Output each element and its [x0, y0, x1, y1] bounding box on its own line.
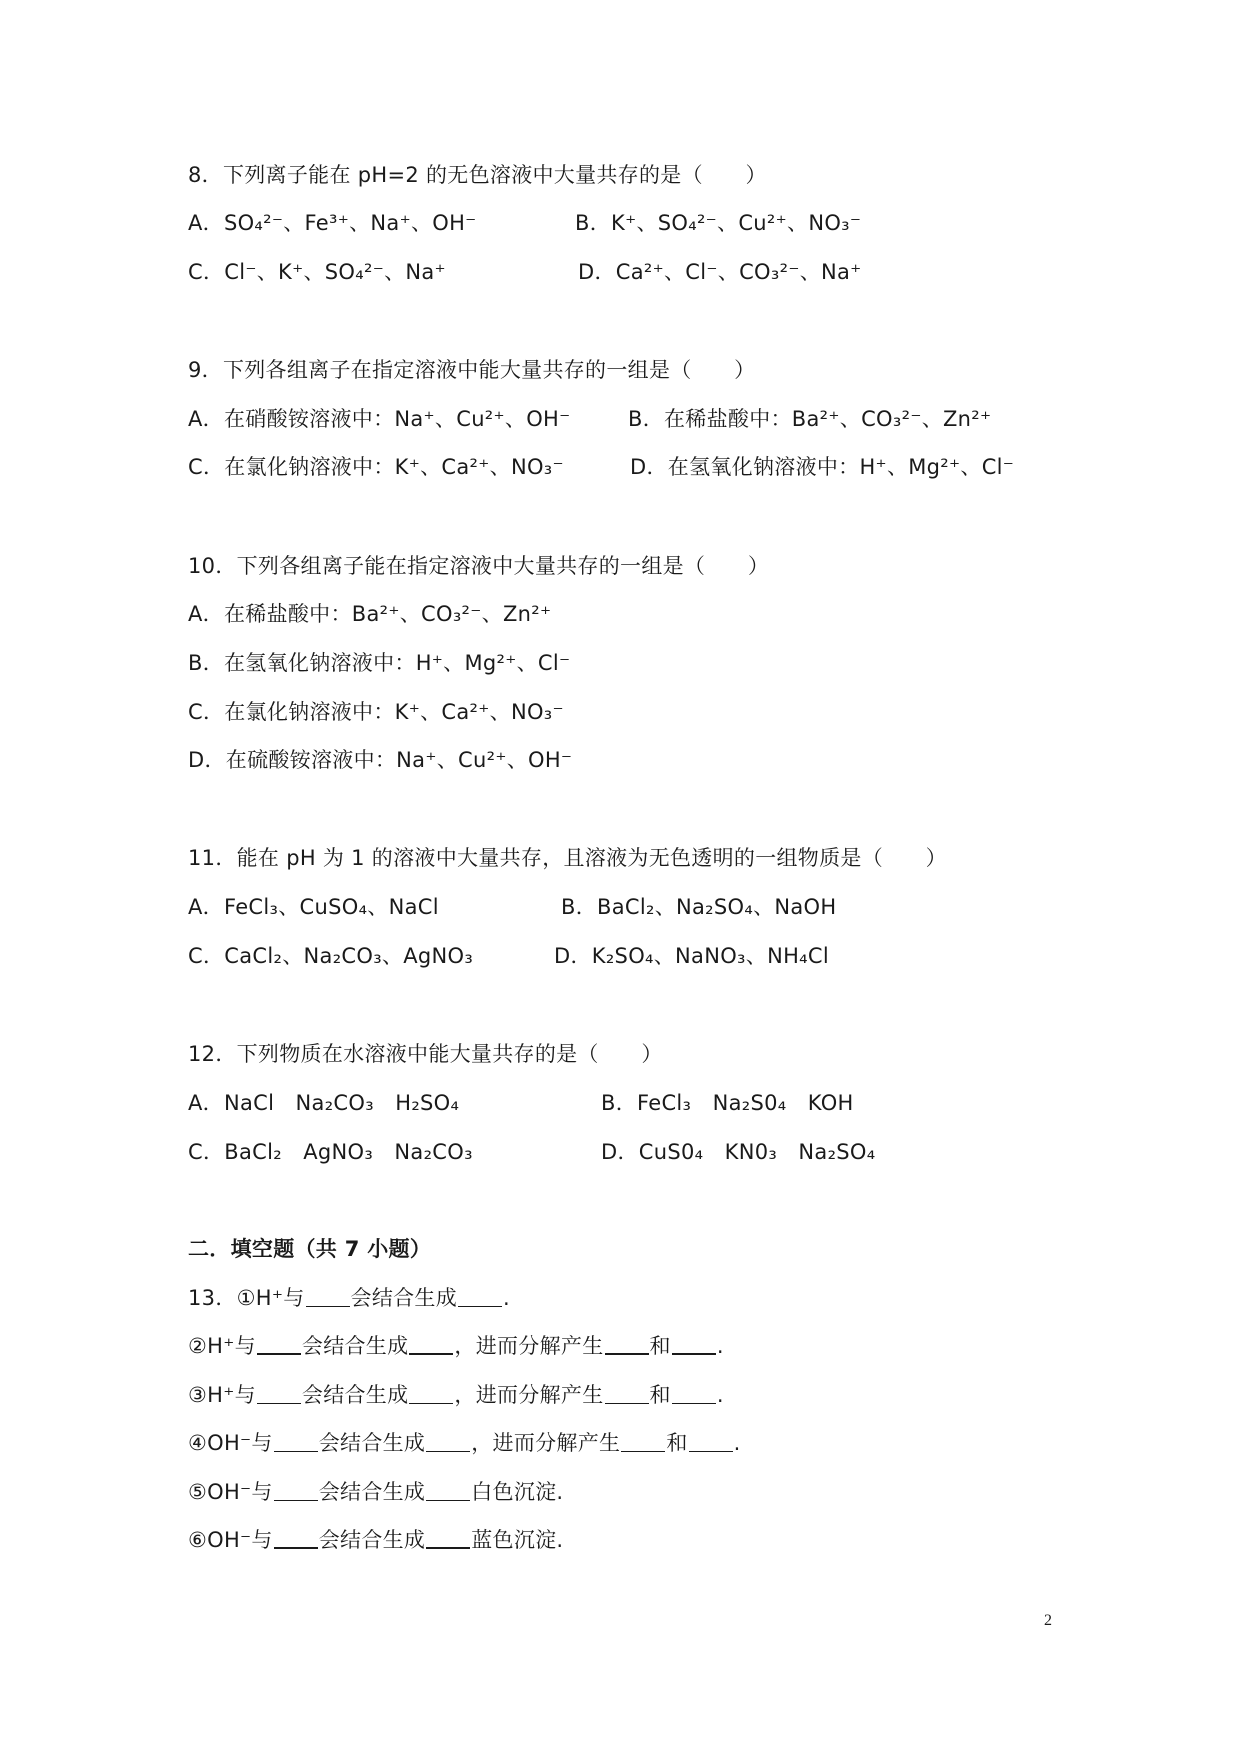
q11-option-c: C．CaCl₂、Na₂CO₃、AgNO₃ [188, 944, 474, 968]
answer-blank[interactable] [426, 1429, 470, 1452]
q13-line-5 [188, 1477, 563, 1507]
answer-blank[interactable] [409, 1331, 453, 1355]
answer-blank[interactable] [274, 1478, 318, 1501]
q10-stem: 10．下列各组离子能在指定溶液中大量共存的一组是（ ） [188, 554, 770, 578]
q9-option-a: A．在硝酸铵溶液中：Na⁺、Cu²⁺、OH⁻ [188, 407, 571, 431]
answer-blank[interactable] [274, 1525, 318, 1549]
q9-stem: 9．下列各组离子在指定溶液中能大量共存的一组是（ ） [188, 358, 756, 382]
q11-option-b: B．BaCl₂、Na₂SO₄、NaOH [561, 895, 837, 919]
section-heading: 二．填空题（共 7 小题） [188, 1237, 432, 1261]
q9-option-b: B．在稀盐酸中：Ba²⁺、CO₃²⁻、Zn²⁺ [628, 407, 992, 431]
q10-option-c: C．在氯化钠溶液中：K⁺、Ca²⁺、NO₃⁻ [188, 700, 564, 724]
q13-l2-e: . [716, 1334, 724, 1358]
answer-blank[interactable] [274, 1429, 318, 1452]
q13-line-3 [188, 1380, 724, 1410]
answer-blank[interactable] [426, 1478, 470, 1501]
q13-l3-e: . [716, 1383, 724, 1407]
answer-blank[interactable] [672, 1331, 716, 1355]
answer-blank[interactable] [426, 1525, 470, 1549]
q13-l6-b: 会结合生成 [318, 1528, 426, 1552]
answer-blank[interactable] [672, 1381, 716, 1404]
q13-l4-c: ，进而分解产生 [471, 1431, 621, 1455]
q13-l3-b: 会结合生成 [301, 1383, 409, 1407]
q13-l3-a: ③H⁺与 [188, 1383, 256, 1407]
q11-option-a: A．FeCl₃、CuSO₄、NaCl [188, 895, 439, 919]
q13-l4-a: ④OH⁻与 [188, 1431, 273, 1455]
q11-option-d: D．K₂SO₄、NaNO₃、NH₄Cl [554, 944, 829, 968]
page-number: 2 [1044, 1612, 1052, 1629]
q10-option-a: A．在稀盐酸中：Ba²⁺、CO₃²⁻、Zn²⁺ [188, 602, 552, 626]
q12-option-b: B．FeCl₃ Na₂S0₄ KOH [601, 1091, 854, 1115]
q13-l4-b: 会结合生成 [318, 1431, 426, 1455]
q13-l5-c: 白色沉淀. [471, 1480, 564, 1504]
answer-blank[interactable] [621, 1429, 665, 1452]
q9-option-c: C．在氯化钠溶液中：K⁺、Ca²⁺、NO₃⁻ [188, 455, 564, 479]
q10-option-b: B．在氢氧化钠溶液中：H⁺、Mg²⁺、Cl⁻ [188, 651, 571, 675]
q13-l1-a: 13．①H⁺与 [188, 1286, 305, 1310]
q13-line-2 [188, 1331, 724, 1361]
answer-blank[interactable] [409, 1381, 453, 1404]
answer-blank[interactable] [689, 1429, 733, 1452]
q13-line-6 [188, 1525, 563, 1555]
q12-option-c: C．BaCl₂ AgNO₃ Na₂CO₃ [188, 1140, 473, 1164]
q8-option-a: A．SO₄²⁻、Fe³⁺、Na⁺、OH⁻ [188, 211, 477, 235]
q12-stem: 12．下列物质在水溶液中能大量共存的是（ ） [188, 1042, 663, 1066]
q13-l3-c: ，进而分解产生 [454, 1383, 604, 1407]
q13-l6-a: ⑥OH⁻与 [188, 1528, 273, 1552]
q13-l5-b: 会结合生成 [318, 1480, 426, 1504]
q13-l3-d: 和 [649, 1383, 671, 1407]
q8-option-d: D．Ca²⁺、Cl⁻、CO₃²⁻、Na⁺ [578, 260, 862, 284]
answer-blank[interactable] [458, 1284, 502, 1307]
q13-l4-e: . [733, 1431, 741, 1455]
q8-option-c: C．Cl⁻、K⁺、SO₄²⁻、Na⁺ [188, 260, 446, 284]
q13-l6-c: 蓝色沉淀. [471, 1528, 564, 1552]
q13-l2-b: 会结合生成 [301, 1334, 409, 1358]
answer-blank[interactable] [257, 1381, 301, 1404]
q13-l4-d: 和 [666, 1431, 688, 1455]
answer-blank[interactable] [605, 1381, 649, 1404]
answer-blank[interactable] [306, 1284, 350, 1307]
q13-l1-b: 会结合生成 [350, 1286, 458, 1310]
q13-l2-c: ，进而分解产生 [454, 1334, 604, 1358]
q12-option-d: D．CuS0₄ KN0₃ Na₂SO₄ [601, 1140, 876, 1164]
q8-option-b: B．K⁺、SO₄²⁻、Cu²⁺、NO₃⁻ [575, 211, 862, 235]
answer-blank[interactable] [605, 1331, 649, 1355]
q13-line-1 [188, 1283, 510, 1313]
answer-blank[interactable] [257, 1331, 301, 1355]
q13-l2-a: ②H⁺与 [188, 1334, 256, 1358]
q8-stem: 8．下列离子能在 pH=2 的无色溶液中大量共存的是（ ） [188, 163, 767, 187]
q11-stem: 11．能在 pH 为 1 的溶液中大量共存，且溶液为无色透明的一组物质是（ ） [188, 846, 947, 870]
q10-option-d: D．在硫酸铵溶液中：Na⁺、Cu²⁺、OH⁻ [188, 748, 573, 772]
q13-l1-c: . [503, 1286, 511, 1310]
q13-line-4 [188, 1428, 741, 1458]
q9-option-d: D．在氢氧化钠溶液中：H⁺、Mg²⁺、Cl⁻ [630, 455, 1015, 479]
q12-option-a: A．NaCl Na₂CO₃ H₂SO₄ [188, 1091, 460, 1115]
q13-l2-d: 和 [649, 1334, 671, 1358]
q13-l5-a: ⑤OH⁻与 [188, 1480, 273, 1504]
